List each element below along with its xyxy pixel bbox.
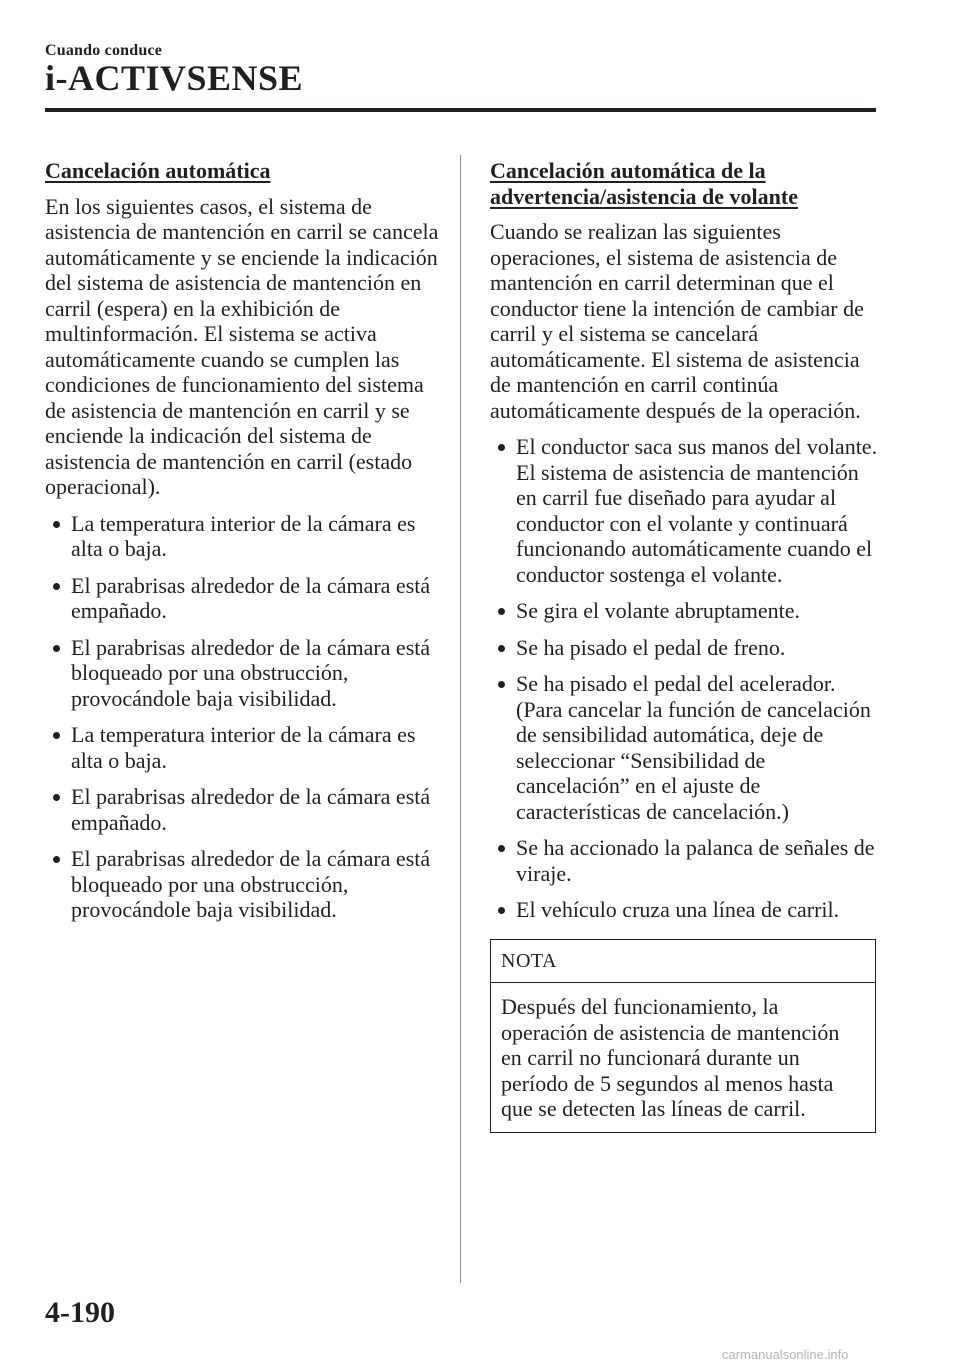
- list-item: El conductor saca sus manos del volante. El sistema de asistencia de mantención en carril fue diseñado para ayudar al conductor con el volante y continuará funcionando automáticamente cuando el conductor sostenga el volante.: [490, 434, 880, 587]
- bullet-icon: [498, 681, 505, 688]
- right-column: [490, 158, 880, 1133]
- list-item: Se gira el volante abruptamente.: [490, 598, 880, 624]
- bullet-icon: [498, 845, 505, 852]
- list-item: Se ha accionado la palanca de señales de viraje.: [490, 835, 880, 886]
- steering-cancel-heading: Cancelación automática de la advertencia/asistencia de volante: [490, 158, 798, 209]
- page-number: 4-190: [45, 1296, 115, 1329]
- header-divider: [45, 108, 876, 112]
- list-item: Se ha pisado el pedal del acelerador. (Para cancelar la función de cancelación de sensibilidad automática, deje de seleccionar “Sensibilidad de cancelación” en el ajuste de características de cancelación.): [490, 671, 880, 824]
- bullet-icon: [53, 521, 60, 528]
- left-column: [45, 158, 440, 934]
- bullet-icon: [53, 856, 60, 863]
- auto-cancel-heading: Cancelación automática: [45, 158, 271, 183]
- list-item: El vehículo cruza una línea de carril.: [490, 897, 880, 923]
- bullet-icon: [53, 583, 60, 590]
- watermark: carmanualsonline.info: [722, 1347, 849, 1362]
- list-item: El parabrisas alrededor de la cámara está empañado.: [45, 784, 440, 835]
- list-item: Se ha pisado el pedal de freno.: [490, 635, 880, 661]
- bullet-icon: [53, 794, 60, 801]
- bullet-icon: [498, 907, 505, 914]
- column-divider: [460, 155, 461, 1283]
- note-box: [490, 939, 876, 1133]
- bullet-icon: [53, 732, 60, 739]
- note-label: NOTA: [491, 940, 875, 984]
- note-text: Después del funcionamiento, la operación de asistencia de mantención en carril no funcionará durante un período de 5 segundos al menos hasta que se detecten las líneas de carril.: [501, 994, 840, 1121]
- list-item: El parabrisas alrededor de la cámara está bloqueado por una obstrucción, provocándole baja visibilidad.: [45, 635, 440, 712]
- bullet-icon: [53, 645, 60, 652]
- steering-cancel-list: [490, 434, 880, 923]
- bullet-icon: [498, 645, 505, 652]
- list-item: El parabrisas alrededor de la cámara está bloqueado por una obstrucción, provocándole baja visibilidad.: [45, 846, 440, 923]
- list-item: La temperatura interior de la cámara es alta o baja.: [45, 511, 440, 562]
- auto-cancel-list: [45, 511, 440, 923]
- list-item: El parabrisas alrededor de la cámara está empañado.: [45, 573, 440, 624]
- list-item: La temperatura interior de la cámara es alta o baja.: [45, 722, 440, 773]
- page-title: i-ACTIVSENSE: [45, 58, 304, 98]
- steering-cancel-intro: Cuando se realizan las siguientes operaciones, el sistema de asistencia de mantención en carril determinan que el conductor tiene la intención de cambiar de carril y el sistema se cancelará automáticamente. El sistema de asistencia de mantención en carril continúa automáticamente después de la operación.: [490, 219, 864, 423]
- section-label: Cuando conduce: [45, 42, 163, 59]
- auto-cancel-intro: En los siguientes casos, el sistema de asistencia de mantención en carril se cancela automáticamente y se enciende la indicación del sistema de asistencia de mantención en carril (espera) en la exhibición de multinformación. El sistema se activa automáticamente cuando se cumplen las condiciones de funcionamiento del sistema de asistencia de mantención en carril y se enciende la indicación del sistema de asistencia de mantención en carril (estado operacional).: [45, 193, 439, 499]
- bullet-icon: [498, 608, 505, 615]
- bullet-icon: [498, 444, 505, 451]
